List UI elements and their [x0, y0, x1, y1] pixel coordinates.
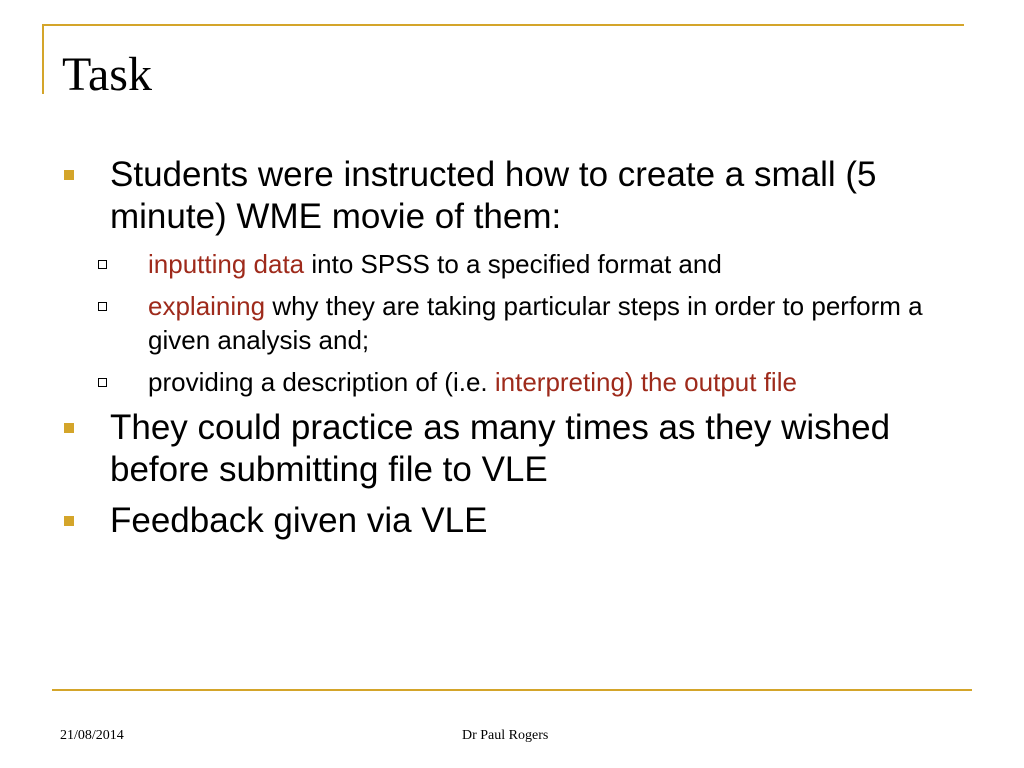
- sub-bullet-2-highlight: explaining: [148, 291, 266, 321]
- bullet-text-2: They could practice as many times as they wished before submitting file to VLE: [110, 408, 891, 489]
- bullet-item-2: [62, 407, 972, 491]
- square-bullet-icon: [64, 170, 74, 180]
- sub-bullet-item-1: [62, 247, 972, 281]
- frame-left-line: [42, 24, 44, 94]
- footer-divider: [52, 689, 972, 691]
- slide-title: Task: [62, 48, 152, 101]
- bullet-item-3: [62, 500, 972, 542]
- bullet-text-3: Feedback given via VLE: [110, 501, 488, 540]
- sub-bullet-3-text: providing a description of (i.e.: [148, 367, 495, 397]
- square-bullet-icon: [64, 423, 74, 433]
- bullet-list: [62, 154, 972, 551]
- hollow-square-bullet-icon: [98, 378, 107, 387]
- sub-bullet-item-2: [62, 289, 972, 357]
- footer-author: Dr Paul Rogers: [462, 728, 549, 743]
- bullet-text-1: Students were instructed how to create a small (5 minute) WME movie of them:: [110, 155, 877, 236]
- sub-bullet-3-highlight: interpreting) the output file: [494, 367, 797, 397]
- footer-date: 21/08/2014: [60, 728, 124, 743]
- sub-bullet-1-text: into SPSS to a specified format and: [304, 249, 722, 279]
- hollow-square-bullet-icon: [98, 260, 107, 269]
- square-bullet-icon: [64, 516, 74, 526]
- sub-bullet-item-3: [62, 365, 972, 399]
- bullet-item-1: [62, 154, 972, 238]
- sub-bullet-1-highlight: inputting data: [148, 249, 305, 279]
- frame-top-line: [42, 24, 964, 26]
- hollow-square-bullet-icon: [98, 302, 107, 311]
- sub-bullet-2-text: why they are taking particular steps in order to perform a given analysis and;: [148, 291, 923, 355]
